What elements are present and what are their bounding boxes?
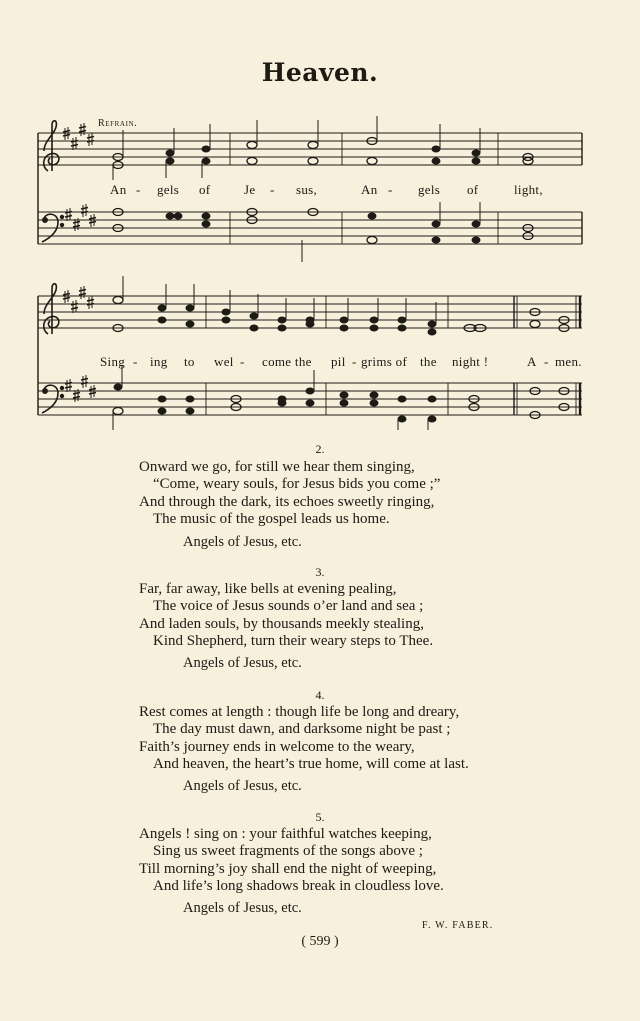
verse-number: 3. (315, 565, 325, 579)
lyric-syllable: - (133, 354, 138, 369)
verse-line: Kind Shepherd, turn their weary steps to Thee. (153, 633, 434, 649)
refrain-label: Refrain. (98, 118, 138, 129)
lyric-syllable: light, (514, 182, 543, 197)
verse-line: Far, far away, like bells at evening pealing, (139, 581, 397, 597)
verse-number: 5. (315, 810, 325, 824)
verse-line: And through the dark, its echoes sweetly ringing, (139, 494, 435, 510)
verse-line: Sing us sweet fragments of the songs above ; (153, 843, 423, 859)
verse-line: The day must dawn, and darksome night be past ; (153, 721, 451, 737)
verse-number: 2. (315, 442, 325, 456)
lyric-syllable: Je (244, 182, 256, 197)
verse-chorus: Angels of Jesus, etc. (183, 655, 302, 671)
lyric-syllable: the (420, 354, 437, 369)
lyric-syllable: grims of (361, 354, 408, 369)
verse-line: And laden souls, by thousands meekly stealing, (139, 616, 424, 632)
verse-line: The voice of Jesus sounds o’er land and sea ; (153, 598, 424, 614)
verse-line: Angels ! sing on : your faithful watches keeping, (139, 826, 432, 842)
verse-line: “Come, weary souls, for Jesus bids you come ;” (153, 476, 441, 492)
lyric-syllable: of (467, 182, 479, 197)
verse-line: And life’s long shadows break in cloudless love. (153, 878, 444, 894)
verse-number: 4. (315, 688, 325, 702)
lyric-syllable: of (199, 182, 211, 197)
verse-line: The music of the gospel leads us home. (153, 511, 390, 527)
lyric-syllable: An (110, 182, 127, 197)
lyric-syllable: - (136, 182, 141, 197)
lyric-syllable: - (352, 354, 357, 369)
lyric-syllable: gels (418, 182, 441, 197)
lyric-syllable: - (544, 354, 549, 369)
lyric-syllable: wel (214, 354, 234, 369)
verse-line: And heaven, the heart’s true home, will come at last. (153, 756, 469, 772)
lyric-syllable: pil (331, 354, 346, 369)
lyric-syllable: men. (555, 354, 582, 369)
lyric-syllable: to (184, 354, 195, 369)
verse-line: Faith’s journey ends in welcome to the weary, (139, 739, 415, 755)
author-credit: F. W. FABER. (422, 920, 494, 931)
verse-chorus: Angels of Jesus, etc. (183, 900, 302, 916)
lyric-syllable: gels (157, 182, 180, 197)
lyric-syllable: sus, (296, 182, 318, 197)
lyric-syllable: come the (262, 354, 312, 369)
verse-chorus: Angels of Jesus, etc. (183, 778, 302, 794)
lyric-syllable: - (240, 354, 245, 369)
lyric-syllable: - (388, 182, 393, 197)
verse-line: Till morning’s joy shall end the night of weeping, (139, 861, 437, 877)
lyric-syllable: - (270, 182, 275, 197)
lyric-syllable: ing (150, 354, 168, 369)
lyric-syllable: An (361, 182, 378, 197)
lyric-syllable: A (527, 354, 537, 369)
verse-line: Onward we go, for still we hear them singing, (139, 459, 415, 475)
verse-line: Rest comes at length : though life be long and dreary, (139, 704, 460, 720)
lyric-syllable: night ! (452, 354, 489, 369)
lyric-syllable: Sing (100, 354, 126, 369)
page-number: ( 599 ) (301, 934, 339, 949)
hymn-title: Heaven. (261, 58, 379, 87)
verse-chorus: Angels of Jesus, etc. (183, 534, 302, 550)
